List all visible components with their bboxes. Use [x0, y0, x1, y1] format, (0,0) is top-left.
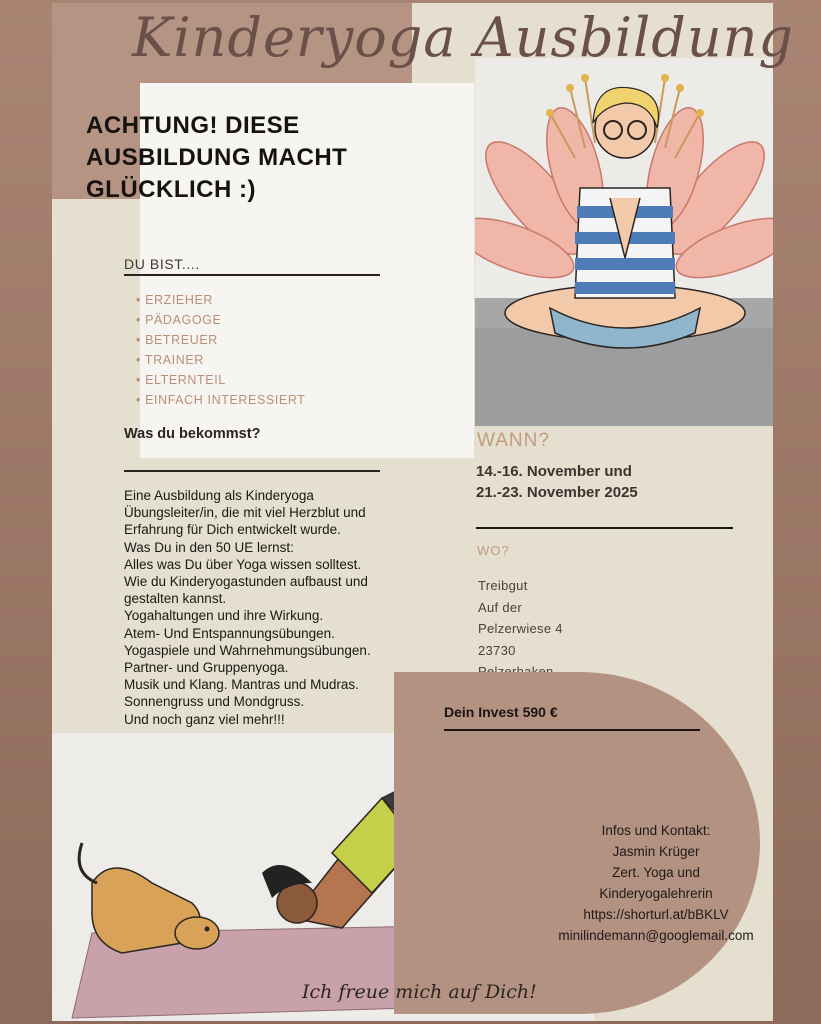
- description-line: Erfahrung für Dich entwickelt wurde.: [124, 522, 341, 538]
- wann-heading: WANN?: [477, 430, 550, 451]
- date-line: 14.-16. November und: [476, 463, 632, 480]
- list-item: • EINFACH INTERESSIERT: [136, 390, 305, 410]
- contact-url[interactable]: https://shorturl.at/bBKLV: [583, 907, 729, 922]
- address-line: 23730: [478, 642, 516, 658]
- price-label: Dein Invest 590 €: [444, 704, 558, 720]
- description-line: Übungsleiter/in, die mit viel Herzblut und: [124, 505, 366, 521]
- signoff-text: Ich freue mich auf Dich!: [302, 981, 537, 1003]
- venue-address: [478, 575, 563, 683]
- list-item: • ELTERNTEIL: [136, 370, 305, 390]
- list-item: • ERZIEHER: [136, 290, 305, 310]
- description-line: Eine Ausbildung als Kinderyoga: [124, 488, 314, 503]
- address-line: Treibgut: [478, 578, 528, 593]
- divider: [444, 729, 700, 731]
- description-line: Yogahaltungen und ihre Wirkung.: [124, 608, 324, 624]
- du-bist-heading: DU BIST....: [124, 256, 200, 272]
- list-item: • BETREUER: [136, 330, 305, 350]
- description-line: Sonnengruss und Mondgruss.: [124, 694, 305, 710]
- description-line: Atem- Und Entspannungsübungen.: [124, 625, 335, 641]
- wo-heading: WO?: [477, 543, 510, 558]
- divider: [124, 470, 380, 472]
- description-line: Musik und Klang. Mantras und Mudras.: [124, 677, 359, 693]
- audience-list: [136, 290, 305, 410]
- contact-email[interactable]: minilindemann@googlemail.com: [558, 928, 754, 943]
- contact-line: Kinderyogalehrerin: [599, 886, 713, 901]
- course-dates: [476, 461, 638, 503]
- description-line: Und noch ganz viel mehr!!!: [124, 711, 285, 727]
- headline: ACHTUNG! DIESE AUSBILDUNG MACHT GLÜCKLICH :): [86, 112, 348, 203]
- description-line: Wie du Kinderyogastunden aufbaust und: [124, 574, 368, 590]
- divider: [124, 274, 380, 276]
- date-line: 21.-23. November 2025: [476, 484, 638, 501]
- description-line: Was Du in den 50 UE lernst:: [124, 539, 294, 555]
- lotus-yoga-illustration: [475, 58, 773, 426]
- contact-line: Jasmin Krüger: [612, 844, 700, 859]
- address-line: Auf der: [478, 599, 523, 615]
- list-item: • TRAINER: [136, 350, 305, 370]
- contact-line: Zert. Yoga und: [612, 865, 700, 880]
- description-line: Alles was Du über Yoga wissen solltest.: [124, 556, 362, 572]
- description-line: gestalten kannst.: [124, 591, 227, 607]
- list-item: • PÄDAGOGE: [136, 310, 305, 330]
- address-line: Pelzerwiese 4: [478, 621, 563, 636]
- description-line: Yogaspiele und Wahrnehmungsübungen.: [124, 642, 371, 658]
- poster-title: Kinderyoga Ausbildung: [132, 6, 794, 69]
- course-description: [124, 487, 404, 728]
- divider: [476, 527, 733, 529]
- was-du-bekommst-heading: Was du bekommst?: [124, 426, 261, 442]
- contact-info: [540, 820, 772, 946]
- contact-line: Infos und Kontakt:: [601, 823, 711, 838]
- description-line: Partner- und Gruppenyoga.: [124, 660, 289, 676]
